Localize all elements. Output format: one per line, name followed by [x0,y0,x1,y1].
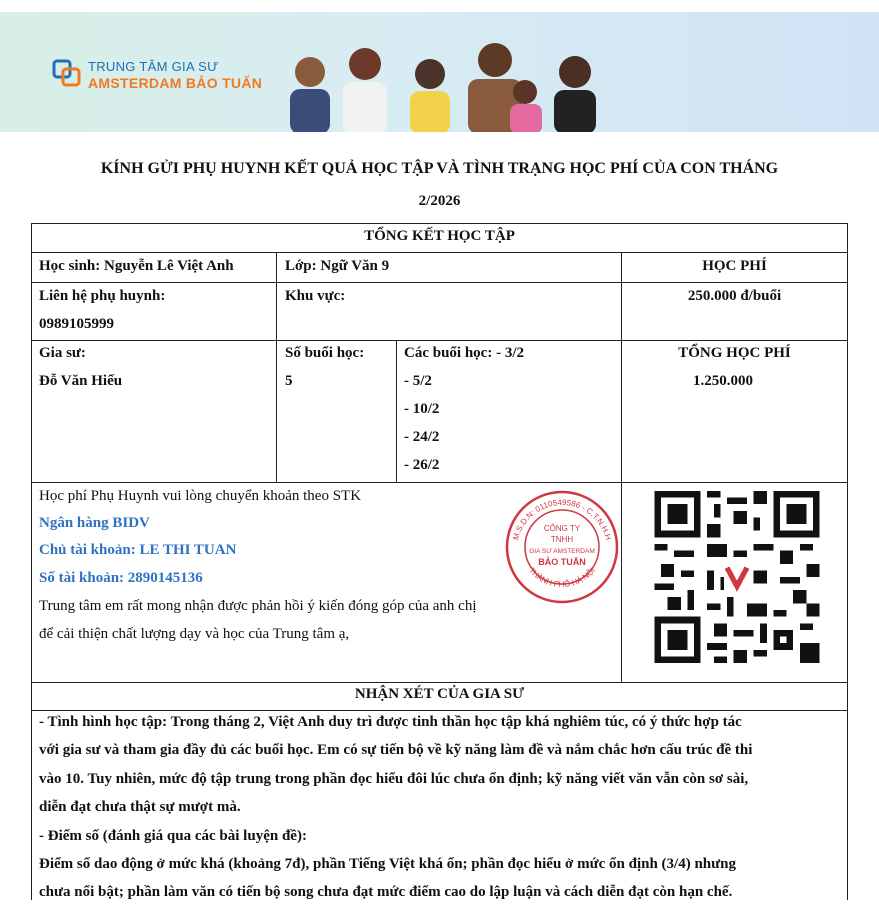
session-date: - 26/2 [404,457,440,473]
account-number: Số tài khoản: 2890145136 [39,570,203,586]
table-border [276,252,277,482]
total-fee-label: TỔNG HỌC PHÍ [678,345,791,361]
stamp-ring-text: M.S.D.N: 0110549586 - C.T.N.H.H [511,497,613,542]
stamp-center-text: TNHH [550,535,574,544]
feedback-note: để cải thiện chất lượng dạy và học của Trung tâm ạ, [39,626,350,642]
area-label: Khu vực: [285,288,346,304]
stamp-center-text: GIA SƯ AMSTERDAM [529,548,595,555]
review-line: - Tình hình học tập: Trong tháng 2, Việt Anh duy trì được tinh thần học tập khá nghiêm túc, có ý thức hợp tác [39,714,742,730]
payment-intro: Học phí Phụ Huynh vui lòng chuyển khoản theo STK [39,488,362,504]
student-name: Học sinh: Nguyễn Lê Việt Anh [39,258,234,274]
review-line: Điểm số dao động ở mức khá (khoảng 7đ), phần Tiếng Việt khá ổn; phần đọc hiểu ở mức ổn định (3/4) nhưng [39,856,736,872]
stamp-center-text: BẢO TUẤN [538,557,586,567]
review-line: diễn đạt chưa thật sự mượt mà. [39,799,241,815]
session-date: - 5/2 [404,373,432,389]
feedback-note: Trung tâm em rất mong nhận được phản hồi ý kiến đóng góp của anh chị [39,598,477,614]
review-line: chưa nổi bật; phần làm văn có tiến bộ song chưa đạt mức điểm cao do lập luận và cách diễn đạt còn hạn chế. [39,884,733,900]
total-fee-value: 1.250.000 [693,373,753,389]
payment-qr-code [654,491,820,663]
brand-line-1: TRUNG TÂM GIA SƯ [88,59,219,74]
parent-contact-phone: 0989105999 [39,316,114,332]
header-banner [0,12,879,132]
bank-name: Ngân hàng BIDV [39,515,150,531]
parent-contact-label: Liên hệ phụ huynh: [39,288,166,304]
table-border [396,340,397,482]
company-stamp [503,488,621,606]
review-line: với gia sư và tham gia đầy đủ các buổi học. Em có sự tiến bộ về kỹ năng làm đề và nắm chắc hơn cấu trúc đề thi [39,742,753,758]
tutor-name: Đỗ Văn Hiếu [39,373,123,389]
page-title: KÍNH GỬI PHỤ HUYNH KẾT QUẢ HỌC TẬP VÀ TÌNH TRẠNG HỌC PHÍ CỦA CON THÁNG [100,160,779,177]
page-title-month: 2/2026 [418,193,461,209]
center-logo-icon [52,58,82,88]
stamp-center-text: CÔNG TY [543,524,581,533]
review-line: vào 10. Tuy nhiên, mức độ tập trung trong phần đọc hiểu đôi lúc chưa ổn định; kỹ năng viết văn vẫn còn sơ sài, [39,771,749,787]
fee-heading: HỌC PHÍ [702,258,767,274]
session-dates-label: Các buổi học: - 3/2 [404,345,524,361]
account-owner: Chủ tài khoản: LE THI TUAN [39,542,237,558]
review-line: - Điểm số (đánh giá qua các bài luyện đề): [39,828,307,844]
table-border [847,223,848,900]
summary-heading: TỔNG KẾT HỌC TẬP [364,228,515,244]
sessions-count: 5 [285,373,293,389]
brand-line-2: AMSTERDAM BẢO TUẤN [88,75,263,91]
fee-per-session: 250.000 đ/buổi [687,288,782,304]
review-heading: NHẬN XÉT CỦA GIA SƯ [354,686,525,702]
stamp-bottom-text: THÀNH PHỐ HÀ NỘI [527,565,597,589]
sessions-label: Số buổi học: [285,345,365,361]
table-border [621,252,622,682]
session-date: - 24/2 [404,429,440,445]
family-photo [270,34,610,132]
table-border [31,223,32,900]
tutor-label: Gia sư: [39,345,86,361]
class-name: Lớp: Ngữ Văn 9 [285,258,390,274]
session-date: - 10/2 [404,401,440,417]
